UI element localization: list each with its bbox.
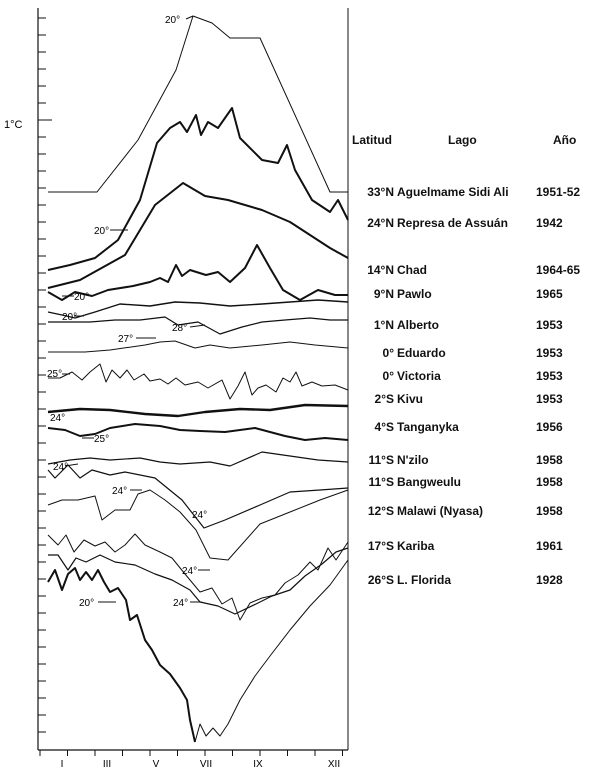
- curve-temp-label: 20°: [62, 312, 78, 323]
- x-tick-label: XII: [327, 759, 341, 770]
- curve-temp-label: 24°: [192, 510, 208, 521]
- x-tick-label: IX: [253, 759, 263, 770]
- curve-temp-label: 24°: [182, 566, 198, 577]
- curve-temp-label: 25°: [47, 369, 63, 380]
- row-year: 1965: [536, 287, 563, 301]
- chart-curves: [48, 16, 348, 742]
- x-tick-label: III: [102, 759, 112, 770]
- series-line-8: [48, 364, 348, 399]
- row-lake: Aguelmame Sidi Ali: [397, 185, 509, 199]
- row-latitude: 12°S: [367, 504, 394, 518]
- row-latitude: 11°S: [368, 453, 394, 467]
- series-line-11: [48, 452, 348, 466]
- curve-temp-label: 20°: [94, 226, 110, 237]
- curve-temp-label: 24°: [53, 462, 69, 473]
- row-year: 1953: [536, 369, 563, 383]
- row-latitude: 4°S: [374, 420, 394, 434]
- curve-temp-label: 20°: [74, 292, 90, 303]
- row-year: 1961: [536, 539, 563, 553]
- header-latitude: Latitud: [352, 133, 392, 147]
- row-latitude: 0°: [382, 346, 394, 360]
- curve-temp-label: 20°: [165, 15, 181, 26]
- header-lake: Lago: [448, 133, 477, 147]
- series-line-17: [195, 560, 348, 742]
- header-year: Año: [553, 133, 577, 147]
- curve-temp-label: 20°: [79, 598, 95, 609]
- row-latitude: 24°N: [367, 216, 394, 230]
- curve-temp-label: 27°: [118, 334, 134, 345]
- row-year: 1958: [536, 504, 563, 518]
- row-year: 1958: [536, 453, 563, 467]
- row-latitude: 14°N: [367, 263, 394, 277]
- curve-temp-label: 24°: [50, 413, 66, 424]
- row-latitude: 11°S: [368, 475, 394, 489]
- row-year: 1951-52: [536, 185, 581, 199]
- row-year: 1953: [536, 392, 563, 406]
- curve-temp-label: 28°: [172, 323, 188, 334]
- row-year: 1942: [536, 216, 563, 230]
- row-latitude: 0°: [382, 369, 394, 383]
- row-lake: Tanganyka: [397, 420, 459, 434]
- row-latitude: 33°N: [367, 185, 394, 199]
- series-line-9: [48, 405, 348, 416]
- row-lake: Victoria: [397, 369, 441, 383]
- x-tick-label: VII: [199, 759, 213, 770]
- x-tick-label: V: [152, 759, 160, 770]
- row-year: 1953: [536, 346, 563, 360]
- row-lake: Chad: [397, 263, 427, 277]
- series-line-13: [48, 490, 348, 560]
- x-tick-label: I: [60, 759, 64, 770]
- row-latitude: 2°S: [374, 392, 394, 406]
- row-lake: Represa de Assuán: [397, 216, 508, 230]
- scale-label: 1°C: [4, 119, 23, 131]
- row-lake: Alberto: [397, 318, 439, 332]
- series-line-7: [48, 341, 348, 352]
- row-latitude: 26°S: [367, 573, 394, 587]
- row-lake: L. Florida: [397, 573, 451, 587]
- series-line-5: [48, 300, 348, 318]
- curve-temp-label: 24°: [112, 486, 128, 497]
- row-lake: Eduardo: [397, 346, 446, 360]
- row-lake: Kariba: [397, 539, 435, 553]
- row-lake: Kivu: [397, 392, 424, 406]
- chart-annotations: [47, 15, 210, 609]
- row-lake: Bangweulu: [397, 475, 462, 489]
- row-year: 1928: [536, 573, 563, 587]
- row-lake: Malawi (Nyasa): [397, 504, 484, 518]
- row-lake: N'zilo: [397, 453, 429, 467]
- curve-temp-label: 24°: [173, 598, 189, 609]
- row-year: 1953: [536, 318, 563, 332]
- row-year: 1964-65: [536, 263, 581, 277]
- series-line-16: [48, 566, 198, 742]
- row-year: 1956: [536, 420, 563, 434]
- row-year: 1958: [536, 475, 563, 489]
- row-latitude: 1°N: [373, 318, 394, 332]
- row-lake: Pawlo: [397, 287, 432, 301]
- label-leader-line: [190, 325, 205, 327]
- curve-temp-label: 25°: [94, 434, 110, 445]
- row-latitude: 9°N: [373, 287, 394, 301]
- row-latitude: 17°S: [367, 539, 394, 553]
- series-line-1: [48, 16, 348, 192]
